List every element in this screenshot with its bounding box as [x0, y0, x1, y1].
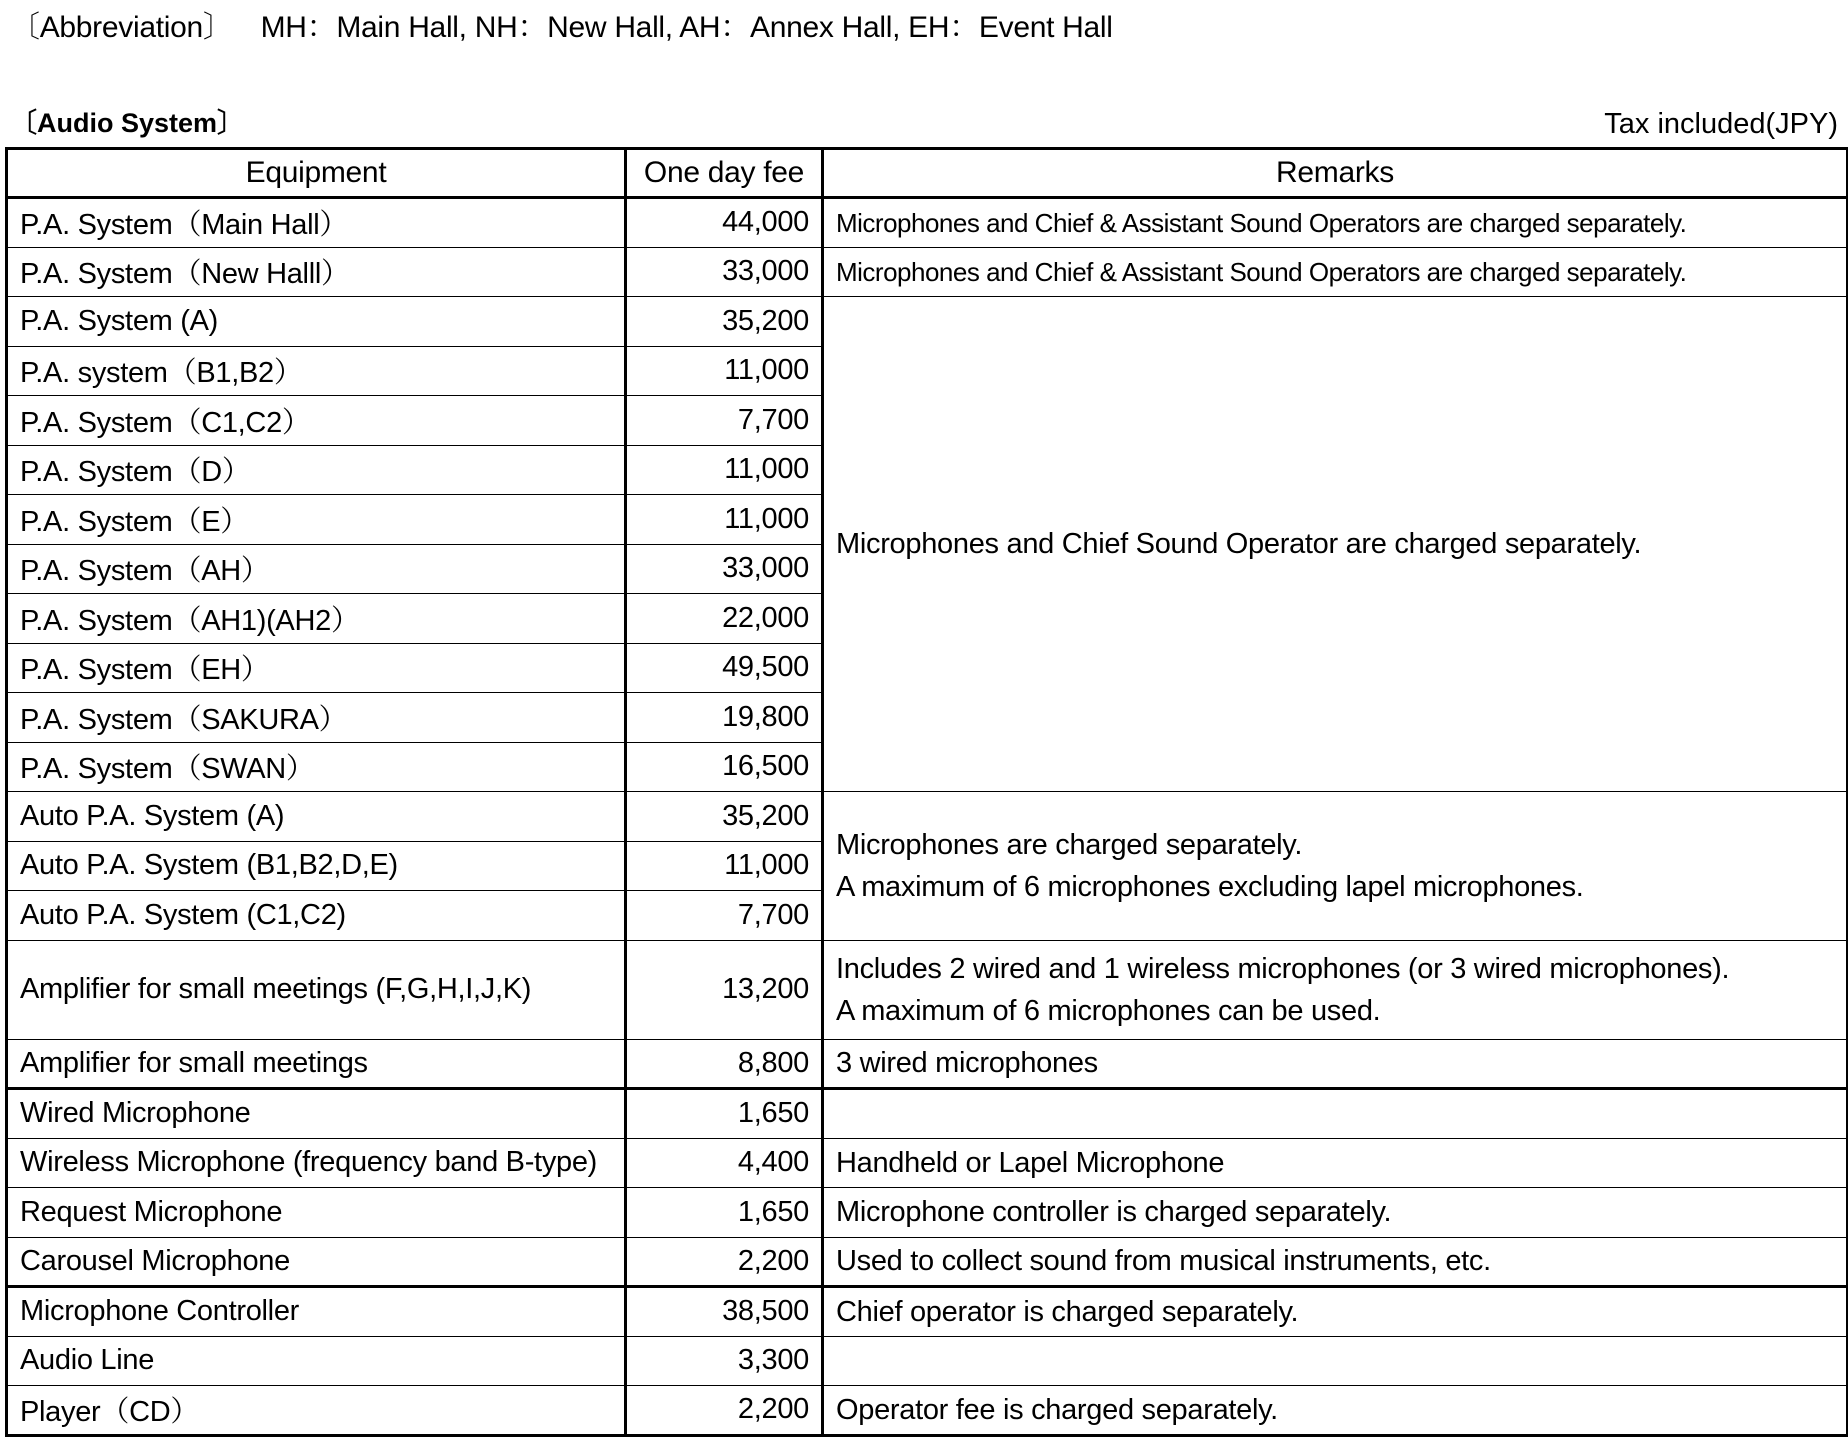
table-row — [7, 1138, 1848, 1188]
table-row — [7, 1039, 1848, 1089]
equipment-cell: P.A. system（B1,B2） — [7, 346, 626, 396]
equipment-cell: Microphone Controller — [7, 1287, 626, 1337]
remark-cell: 3 wired microphones — [823, 1039, 1848, 1089]
audio-fee-table — [5, 147, 1848, 1437]
fee-cell: 35,200 — [626, 792, 823, 842]
section-title: 〔Audio System〕 — [10, 108, 245, 138]
fee-cell: 11,000 — [626, 841, 823, 891]
table-header-row — [7, 149, 1848, 198]
equipment-cell: Auto P.A. System (B1,B2,D,E) — [7, 841, 626, 891]
fee-cell: 35,200 — [626, 297, 823, 347]
remark-cell: Microphone controller is charged separately. — [823, 1188, 1848, 1238]
equipment-cell: P.A. System（EH） — [7, 643, 626, 693]
table-row — [7, 792, 1848, 842]
fee-cell: 44,000 — [626, 198, 823, 248]
fee-cell: 22,000 — [626, 594, 823, 644]
fee-cell: 4,400 — [626, 1138, 823, 1188]
fee-cell: 2,200 — [626, 1386, 823, 1436]
remark-line: Includes 2 wired and 1 wireless microphones (or 3 wired microphones). — [836, 952, 1730, 985]
fee-cell: 38,500 — [626, 1287, 823, 1337]
table-row — [7, 1089, 1848, 1139]
fee-cell: 8,800 — [626, 1039, 823, 1089]
fee-cell: 3,300 — [626, 1336, 823, 1386]
equipment-cell: P.A. System（SWAN） — [7, 742, 626, 792]
header-equipment: Equipment — [7, 149, 626, 198]
remark-cell: Microphones and Chief & Assistant Sound Operators are charged separately. — [823, 247, 1848, 297]
remark-cell: Handheld or Lapel Microphone — [823, 1138, 1848, 1188]
table-row — [7, 1287, 1848, 1337]
remark-cell-pa-group: Microphones and Chief Sound Operator are charged separately. — [823, 297, 1848, 792]
fee-cell: 7,700 — [626, 396, 823, 446]
fee-cell: 13,200 — [626, 940, 823, 1039]
fee-cell: 33,000 — [626, 544, 823, 594]
table-row — [7, 1237, 1848, 1287]
abbreviation-line — [10, 8, 1113, 48]
remark-cell: Operator fee is charged separately. — [823, 1386, 1848, 1436]
equipment-cell: Carousel Microphone — [7, 1237, 626, 1287]
remark-cell: Chief operator is charged separately. — [823, 1287, 1848, 1337]
remark-line: A maximum of 6 microphones excluding lapel microphones. — [836, 870, 1584, 903]
equipment-cell: P.A. System（New Halll） — [7, 247, 626, 297]
fee-cell: 2,200 — [626, 1237, 823, 1287]
fee-cell: 1,650 — [626, 1188, 823, 1238]
remark-cell: Microphones and Chief & Assistant Sound Operators are charged separately. — [823, 198, 1848, 248]
equipment-cell: Amplifier for small meetings (F,G,H,I,J,K) — [7, 940, 626, 1039]
abbreviation-label: 〔Abbreviation〕 — [10, 11, 233, 44]
tax-note: Tax included(JPY) — [1604, 108, 1838, 140]
equipment-cell: Auto P.A. System (C1,C2) — [7, 891, 626, 941]
table-row — [7, 247, 1848, 297]
equipment-cell: Player（CD） — [7, 1386, 626, 1436]
equipment-cell: P.A. System（D） — [7, 445, 626, 495]
fee-cell: 33,000 — [626, 247, 823, 297]
equipment-cell: P.A. System（E） — [7, 495, 626, 545]
equipment-cell: P.A. System（SAKURA） — [7, 693, 626, 743]
table-row — [7, 297, 1848, 347]
header-fee: One day fee — [626, 149, 823, 198]
equipment-cell: Request Microphone — [7, 1188, 626, 1238]
fee-cell: 11,000 — [626, 445, 823, 495]
table-row — [7, 198, 1848, 248]
equipment-cell: P.A. System（AH） — [7, 544, 626, 594]
table-row — [7, 940, 1848, 1039]
table-row — [7, 1336, 1848, 1386]
abbreviation-text: MH：Main Hall, NH：New Hall, AH：Annex Hall, EH：Event Hall — [260, 11, 1113, 44]
remark-cell — [823, 940, 1848, 1039]
equipment-cell: P.A. System（Main Hall） — [7, 198, 626, 248]
remark-cell-auto-group — [823, 792, 1848, 941]
equipment-cell: Auto P.A. System (A) — [7, 792, 626, 842]
fee-cell: 7,700 — [626, 891, 823, 941]
header-remarks: Remarks — [823, 149, 1848, 198]
fee-cell: 11,000 — [626, 495, 823, 545]
fee-cell: 49,500 — [626, 643, 823, 693]
equipment-cell: Wired Microphone — [7, 1089, 626, 1139]
remark-cell: Used to collect sound from musical instruments, etc. — [823, 1237, 1848, 1287]
equipment-cell: Amplifier for small meetings — [7, 1039, 626, 1089]
equipment-cell: P.A. System（AH1)(AH2） — [7, 594, 626, 644]
fee-cell: 11,000 — [626, 346, 823, 396]
fee-cell: 19,800 — [626, 693, 823, 743]
equipment-cell: P.A. System（C1,C2） — [7, 396, 626, 446]
remark-line: Microphones are charged separately. — [836, 828, 1303, 861]
fee-cell: 16,500 — [626, 742, 823, 792]
remark-cell — [823, 1336, 1848, 1386]
equipment-cell: P.A. System (A) — [7, 297, 626, 347]
equipment-cell: Audio Line — [7, 1336, 626, 1386]
remark-cell — [823, 1089, 1848, 1139]
remark-line: A maximum of 6 microphones can be used. — [836, 994, 1381, 1027]
table-row — [7, 1386, 1848, 1436]
table-row — [7, 1188, 1848, 1238]
fee-cell: 1,650 — [626, 1089, 823, 1139]
equipment-cell: Wireless Microphone (frequency band B-type) — [7, 1138, 626, 1188]
